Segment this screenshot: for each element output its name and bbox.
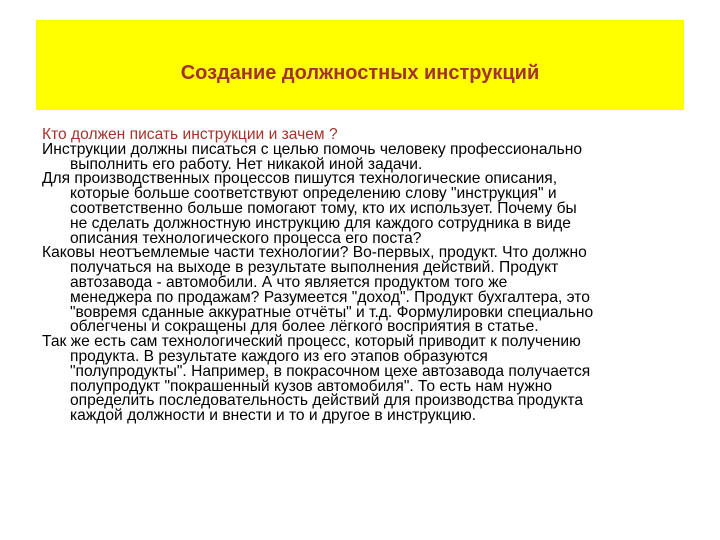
body-line: автозавода - автомобили. А что является продуктом того же bbox=[70, 273, 508, 291]
body-line: которые больше соответствуют определению слову "инструкция" и bbox=[70, 185, 557, 203]
body-line: облегчены и сокращены для более лёгкого восприятия в статье. bbox=[70, 318, 539, 336]
slide-body-text bbox=[42, 128, 682, 424]
body-line: определить последовательность действий для производства продукта bbox=[70, 392, 584, 410]
body-line: полупродукт "покрашенный кузов автомобиля". То есть нам нужно bbox=[70, 377, 553, 395]
body-line: не сделать должностную инструкцию для каждого сотрудника в виде bbox=[70, 214, 571, 232]
body-line: продукта. В результате каждого из его этапов образуются bbox=[70, 347, 488, 365]
body-line: описания технологического процесса его поста? bbox=[70, 229, 422, 247]
body-line: Каковы неотъемлемые части технологии? Во-первых, продукт. Что должно bbox=[42, 244, 587, 262]
body-line: Инструкции должны писаться с целью помочь человеку профессионально bbox=[42, 140, 583, 158]
body-line: каждой должности и внести и то и другое в инструкцию. bbox=[70, 407, 477, 425]
title-banner bbox=[36, 20, 684, 110]
body-line: "вовремя сданные аккуратные отчёты" и т.д. Формулировки специально bbox=[70, 303, 594, 321]
body-line: "полупродукты". Например, в покрасочном цехе автозавода получается bbox=[70, 362, 591, 380]
body-line: выполнить его работу. Нет никакой иной задачи. bbox=[70, 155, 423, 173]
body-line: менеджера по продажам? Разумеется "доход". Продукт бухгалтера, это bbox=[70, 288, 590, 306]
body-line: получаться на выходе в результате выполнения действий. Продукт bbox=[70, 259, 559, 277]
body-line: Для производственных процессов пишутся технологические описания, bbox=[42, 170, 558, 188]
body-line: Так же есть сам технологический процесс, который приводит к получению bbox=[42, 333, 581, 351]
body-line: соответственно больше помогают тому, кто их использует. Почему бы bbox=[70, 199, 577, 217]
slide-title: Создание должностных инструкций bbox=[180, 61, 540, 84]
question-line: Кто должен писать инструкции и зачем ? bbox=[42, 126, 338, 143]
